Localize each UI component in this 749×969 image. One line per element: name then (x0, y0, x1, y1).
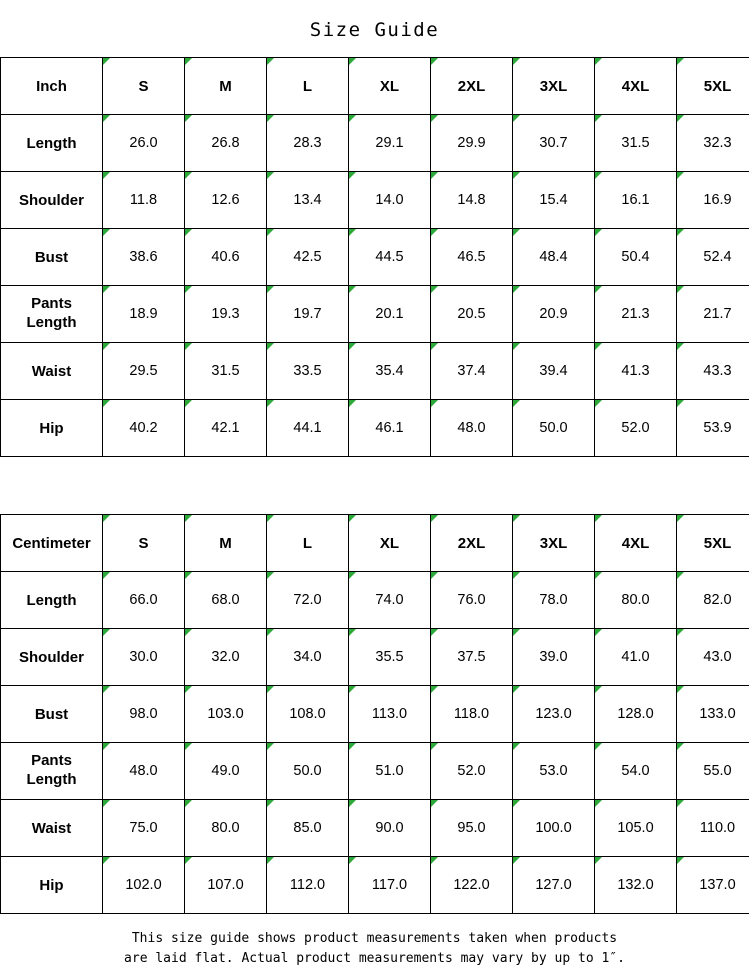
cell-waist-m: 80.0 (185, 800, 267, 857)
size-header-s: S (103, 515, 185, 572)
unit-header-inch: Inch (1, 58, 103, 115)
cell-pants-length-5xl: 55.0 (677, 743, 749, 800)
row-label-shoulder: Shoulder (1, 172, 103, 229)
size-header-5xl: 5XL (677, 515, 749, 572)
cell-shoulder-5xl: 43.0 (677, 629, 749, 686)
table-row (1, 172, 749, 229)
cell-bust-m: 40.6 (185, 229, 267, 286)
table-header-row (1, 58, 749, 115)
cell-bust-2xl: 46.5 (431, 229, 513, 286)
cell-waist-s: 75.0 (103, 800, 185, 857)
cell-length-5xl: 32.3 (677, 115, 749, 172)
cell-length-m: 26.8 (185, 115, 267, 172)
footnote-line-1: This size guide shows product measurements taken when products (0, 929, 749, 949)
table-header-row (1, 515, 749, 572)
cell-hip-xl: 46.1 (349, 400, 431, 457)
cell-hip-m: 42.1 (185, 400, 267, 457)
cell-hip-4xl: 132.0 (595, 857, 677, 914)
cell-shoulder-5xl: 16.9 (677, 172, 749, 229)
cell-bust-s: 98.0 (103, 686, 185, 743)
cell-length-xl: 29.1 (349, 115, 431, 172)
cell-waist-3xl: 100.0 (513, 800, 595, 857)
cell-length-4xl: 31.5 (595, 115, 677, 172)
cell-shoulder-s: 30.0 (103, 629, 185, 686)
row-label-length: Length (1, 115, 103, 172)
table-row (1, 343, 749, 400)
cell-hip-5xl: 53.9 (677, 400, 749, 457)
cell-pants-length-4xl: 21.3 (595, 286, 677, 343)
row-label-waist: Waist (1, 800, 103, 857)
row-label-hip: Hip (1, 400, 103, 457)
cell-waist-5xl: 110.0 (677, 800, 749, 857)
footnote-line-2: are laid flat. Actual product measurements may vary by up to 1″. (0, 949, 749, 969)
cell-waist-4xl: 105.0 (595, 800, 677, 857)
cell-length-s: 26.0 (103, 115, 185, 172)
row-label-bust: Bust (1, 686, 103, 743)
size-header-4xl: 4XL (595, 515, 677, 572)
cell-bust-5xl: 133.0 (677, 686, 749, 743)
cell-hip-3xl: 127.0 (513, 857, 595, 914)
cell-pants-length-5xl: 21.7 (677, 286, 749, 343)
cell-shoulder-3xl: 15.4 (513, 172, 595, 229)
cell-shoulder-4xl: 41.0 (595, 629, 677, 686)
cell-bust-xl: 113.0 (349, 686, 431, 743)
cell-bust-5xl: 52.4 (677, 229, 749, 286)
size-header-3xl: 3XL (513, 515, 595, 572)
size-table-inch (0, 57, 749, 457)
cell-shoulder-l: 34.0 (267, 629, 349, 686)
row-label-length: Length (1, 572, 103, 629)
cell-hip-m: 107.0 (185, 857, 267, 914)
table-row (1, 572, 749, 629)
cell-shoulder-l: 13.4 (267, 172, 349, 229)
cell-shoulder-xl: 35.5 (349, 629, 431, 686)
cell-length-3xl: 78.0 (513, 572, 595, 629)
cell-pants-length-s: 18.9 (103, 286, 185, 343)
table-row (1, 629, 749, 686)
cell-hip-s: 102.0 (103, 857, 185, 914)
row-label-line2: Length (27, 314, 77, 331)
cell-pants-length-m: 19.3 (185, 286, 267, 343)
cell-hip-xl: 117.0 (349, 857, 431, 914)
cell-bust-l: 108.0 (267, 686, 349, 743)
cell-pants-length-2xl: 20.5 (431, 286, 513, 343)
cell-pants-length-3xl: 20.9 (513, 286, 595, 343)
size-header-xl: XL (349, 58, 431, 115)
table-row (1, 857, 749, 914)
cell-pants-length-3xl: 53.0 (513, 743, 595, 800)
size-header-2xl: 2XL (431, 58, 513, 115)
cell-hip-2xl: 122.0 (431, 857, 513, 914)
cell-shoulder-s: 11.8 (103, 172, 185, 229)
cell-hip-5xl: 137.0 (677, 857, 749, 914)
cell-pants-length-4xl: 54.0 (595, 743, 677, 800)
cell-pants-length-l: 19.7 (267, 286, 349, 343)
cell-length-4xl: 80.0 (595, 572, 677, 629)
cell-shoulder-2xl: 14.8 (431, 172, 513, 229)
row-label-pants-length (1, 743, 103, 800)
cell-hip-l: 112.0 (267, 857, 349, 914)
cell-waist-s: 29.5 (103, 343, 185, 400)
cell-length-2xl: 29.9 (431, 115, 513, 172)
row-label-hip: Hip (1, 857, 103, 914)
cell-bust-m: 103.0 (185, 686, 267, 743)
cell-bust-xl: 44.5 (349, 229, 431, 286)
row-label-shoulder: Shoulder (1, 629, 103, 686)
table-row (1, 743, 749, 800)
cell-shoulder-3xl: 39.0 (513, 629, 595, 686)
cell-waist-3xl: 39.4 (513, 343, 595, 400)
table-row (1, 400, 749, 457)
cell-pants-length-xl: 20.1 (349, 286, 431, 343)
size-header-4xl: 4XL (595, 58, 677, 115)
size-header-l: L (267, 515, 349, 572)
row-label-line1: Pants (31, 295, 72, 312)
cell-shoulder-m: 32.0 (185, 629, 267, 686)
cell-length-xl: 74.0 (349, 572, 431, 629)
row-label-waist: Waist (1, 343, 103, 400)
row-label-bust: Bust (1, 229, 103, 286)
cell-waist-l: 33.5 (267, 343, 349, 400)
cell-waist-2xl: 37.4 (431, 343, 513, 400)
cell-pants-length-2xl: 52.0 (431, 743, 513, 800)
size-header-m: M (185, 515, 267, 572)
table-row (1, 229, 749, 286)
cell-pants-length-l: 50.0 (267, 743, 349, 800)
table-separator (0, 457, 749, 514)
cell-pants-length-xl: 51.0 (349, 743, 431, 800)
table-row (1, 800, 749, 857)
table-row (1, 286, 749, 343)
size-header-s: S (103, 58, 185, 115)
cell-hip-l: 44.1 (267, 400, 349, 457)
cell-shoulder-2xl: 37.5 (431, 629, 513, 686)
cell-length-3xl: 30.7 (513, 115, 595, 172)
size-header-3xl: 3XL (513, 58, 595, 115)
cell-waist-xl: 90.0 (349, 800, 431, 857)
table-row (1, 686, 749, 743)
cell-waist-xl: 35.4 (349, 343, 431, 400)
cell-bust-l: 42.5 (267, 229, 349, 286)
cell-waist-5xl: 43.3 (677, 343, 749, 400)
cell-shoulder-m: 12.6 (185, 172, 267, 229)
cell-bust-4xl: 128.0 (595, 686, 677, 743)
cell-hip-3xl: 50.0 (513, 400, 595, 457)
size-header-2xl: 2XL (431, 515, 513, 572)
cell-bust-3xl: 123.0 (513, 686, 595, 743)
table-row (1, 115, 749, 172)
cell-length-l: 28.3 (267, 115, 349, 172)
cell-bust-s: 38.6 (103, 229, 185, 286)
size-guide-footnote (0, 914, 749, 969)
cell-shoulder-4xl: 16.1 (595, 172, 677, 229)
cell-hip-2xl: 48.0 (431, 400, 513, 457)
cell-hip-s: 40.2 (103, 400, 185, 457)
page-title: Size Guide (0, 0, 749, 57)
cell-length-2xl: 76.0 (431, 572, 513, 629)
cell-bust-4xl: 50.4 (595, 229, 677, 286)
cell-length-m: 68.0 (185, 572, 267, 629)
cell-waist-2xl: 95.0 (431, 800, 513, 857)
cell-waist-l: 85.0 (267, 800, 349, 857)
cell-pants-length-s: 48.0 (103, 743, 185, 800)
cell-pants-length-m: 49.0 (185, 743, 267, 800)
size-header-5xl: 5XL (677, 58, 749, 115)
cell-shoulder-xl: 14.0 (349, 172, 431, 229)
cell-bust-2xl: 118.0 (431, 686, 513, 743)
unit-header-centimeter: Centimeter (1, 515, 103, 572)
row-label-pants-length (1, 286, 103, 343)
cell-length-5xl: 82.0 (677, 572, 749, 629)
cell-hip-4xl: 52.0 (595, 400, 677, 457)
cell-waist-m: 31.5 (185, 343, 267, 400)
size-header-l: L (267, 58, 349, 115)
row-label-line2: Length (27, 771, 77, 788)
size-table-centimeter (0, 514, 749, 914)
cell-bust-3xl: 48.4 (513, 229, 595, 286)
size-header-m: M (185, 58, 267, 115)
cell-waist-4xl: 41.3 (595, 343, 677, 400)
size-header-xl: XL (349, 515, 431, 572)
cell-length-l: 72.0 (267, 572, 349, 629)
row-label-line1: Pants (31, 752, 72, 769)
cell-length-s: 66.0 (103, 572, 185, 629)
